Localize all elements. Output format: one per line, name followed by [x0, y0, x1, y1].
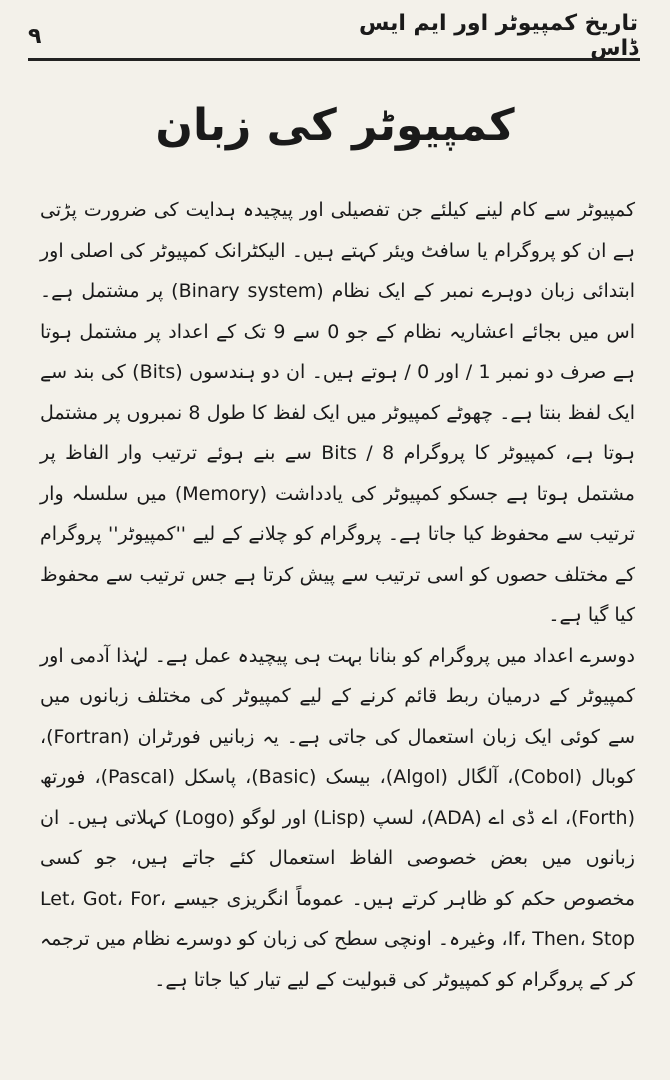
body-text	[40, 190, 635, 1000]
page-number: ۹	[28, 23, 42, 49]
running-header	[28, 11, 638, 61]
paragraph-1: کمپیوٹر سے کام لینے کیلئے جن تفصیلی اور پیچیدہ ہدایت کی ضرورت پڑتی ہے ان کو پروگرام یا سافٹ ویئر کہتے ہیں۔ الیکٹرانک کمپیوٹر کی اصلی اور ابتدائی زبان دوہرے نمبر کے ایک نظام (Binary system) پر مشتمل ہے۔ اس میں بجائے اعشاریہ نظام کے جو 0 سے 9 تک کے اعداد پر مشتمل ہوتا ہے صرف دو نمبر 1 / اور 0 / ہوتے ہیں۔ ان دو ہندسوں (Bits) کی بند سے ایک لفظ بنتا ہے۔ چھوٹے کمپیوٹر میں ایک لفظ کا طول 8 نمبروں پر مشتمل ہوتا ہے، کمپیوٹر کا پروگرام 8 / Bits سے بنے ہوئے ترتیب وار الفاظ پر مشتمل ہوتا ہے جسکو کمپیوٹر کی یادداشت (Memory) میں سلسلہ وار ترتیب سے محفوظ کیا جاتا ہے۔ پروگرام کو چلانے کے لیے ''کمپیوٹر'' پروگرام کے مختلف حصوں کو اسی ترتیب سے پیش کرتا ہے جس ترتیب سے محفوظ کیا گیا ہے۔	[40, 199, 636, 626]
running-header-title: تاریخ کمپیوٹر اور ایم ایس ڈاس	[358, 11, 638, 61]
header-rule	[28, 58, 640, 61]
chapter-title: کمپیوٹر کی زبان	[155, 100, 515, 151]
paragraph-2: دوسرے اعداد میں پروگرام کو بنانا بہت ہی پیچیدہ عمل ہے۔ لہٰذا آدمی اور کمپیوٹر کے درمیان ربط قائم کرنے کے لیے کمپیوٹر کی مختلف زبانوں میں سے کوئی ایک زبان استعمال کی جاتی ہے۔ یہ زبانیں فورٹران (Fortran)، کوبال (Cobol)، آلگال (Algol)، بیسک (Basic)، پاسکل (Pascal)، فورتھ (Forth)، اے ڈی اے (ADA)، لسپ (Lisp) اور لوگو (Logo) کہلاتی ہیں۔ ان زبانوں میں بعض خصوصی الفاظ استعمال کئے جاتے ہیں، جو کسی مخصوص حکم کو ظاہر کرتے ہیں۔ عموماً انگریزی جیسے Let، Got، For، If، Then، Stop، وغیرہ۔ اونچی سطح کی زبان کو دوسرے نظام میں ترجمہ کر کے پروگرام کو کمپیوٹر کی قبولیت کے لیے تیار کیا جاتا ہے۔	[40, 644, 635, 991]
